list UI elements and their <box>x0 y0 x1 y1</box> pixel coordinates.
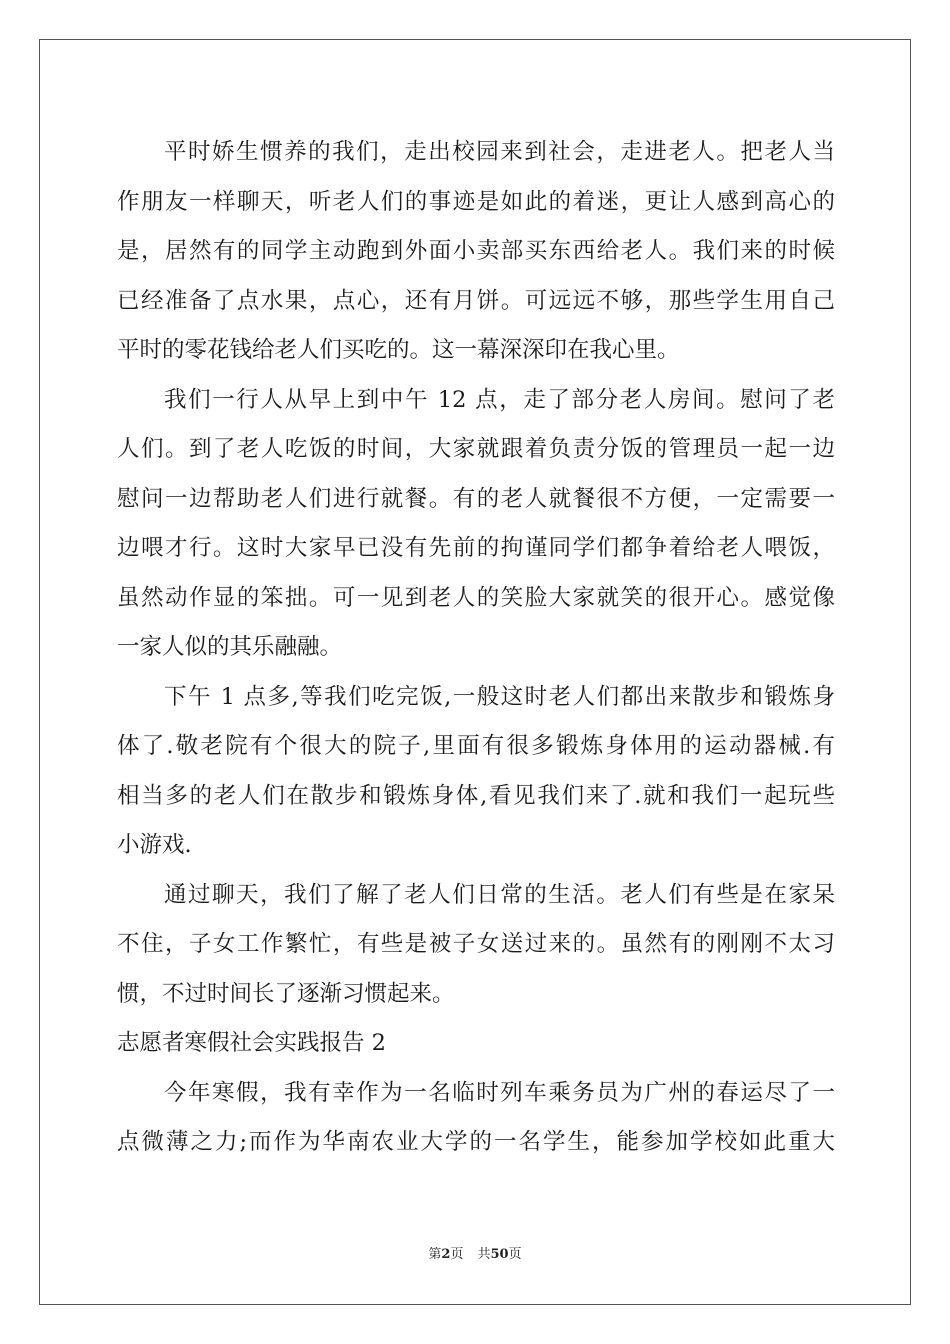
text-line: 通过聊天，我们了解了老人们日常的生活。老人们有些是在家呆 <box>164 881 835 908</box>
text-line: 下午 1 点多,等我们吃完饭,一般这时老人们都出来散步和锻炼身 <box>164 683 835 710</box>
paragraph <box>117 376 835 673</box>
total-suffix: 页 <box>508 1247 522 1262</box>
total-pages: 50 <box>490 1247 509 1262</box>
page-number: 2 <box>441 1247 451 1262</box>
text-line: 已经准备了点水果，点心，还有月饼。可远远不够，那些学生用自己 <box>117 287 835 314</box>
text-line: 人们。到了老人吃饭的时间，大家就跟着负责分饭的管理员一起一边 <box>117 436 835 462</box>
section-heading: 志愿者寒假社会实践报告 2 <box>117 1030 386 1056</box>
text-line: 是，居然有的同学主动跑到外面小卖部买东西给老人。我们来的时候 <box>117 238 835 264</box>
text-line: 不住，子女工作繁忙，有些是被子女送过来的。虽然有的刚刚不太习 <box>117 931 835 957</box>
document-body <box>117 128 835 1168</box>
text-line: 一家人似的其乐融融。 <box>117 634 343 660</box>
text-line: 相当多的老人们在散步和锻炼身体,看见我们来了.就和我们一起玩些 <box>117 782 835 809</box>
text-line: 我们一行人从早上到中午 12 点，走了部分老人房间。慰问了老 <box>164 386 835 413</box>
text-line: 点微薄之力;而作为华南农业大学的一名学生，能参加学校如此重大 <box>117 1129 835 1155</box>
text-line: 小游戏. <box>117 832 192 858</box>
text-line: 作朋友一样聊天，听老人们的事迹是如此的着迷，更让人感到高心的 <box>117 188 835 215</box>
total-prefix: 共 <box>477 1247 491 1262</box>
text-line: 虽然动作显的笨拙。可一见到老人的笑脸大家就笑的很开心。感觉像 <box>117 584 835 611</box>
page-footer <box>0 1243 950 1262</box>
text-line: 平时娇生惯养的我们，走出校园来到社会，走进老人。把老人当 <box>164 139 835 165</box>
page-suffix: 页 <box>450 1247 464 1262</box>
text-line: 慰问一边帮助老人们进行就餐。有的老人就餐很不方便，一定需要一 <box>117 485 835 512</box>
paragraph <box>117 1069 835 1168</box>
text-line: 体了.敬老院有个很大的院子,里面有很多锻炼身体用的运动器械.有 <box>117 733 835 759</box>
text-line: 惯，不过时间长了逐渐习惯起来。 <box>117 980 455 1007</box>
page-prefix: 第 <box>428 1247 442 1262</box>
text-line: 今年寒假，我有幸作为一名临时列车乘务员为广州的春运尽了一 <box>164 1079 835 1106</box>
text-line: 边喂才行。这时大家早已没有先前的拘谨同学们都争着给老人喂饭， <box>117 535 835 561</box>
paragraph <box>117 871 835 1020</box>
paragraph <box>117 673 835 871</box>
text-line: 平时的零花钱给老人们买吃的。这一幕深深印在我心里。 <box>117 337 680 363</box>
paragraph <box>117 128 835 376</box>
